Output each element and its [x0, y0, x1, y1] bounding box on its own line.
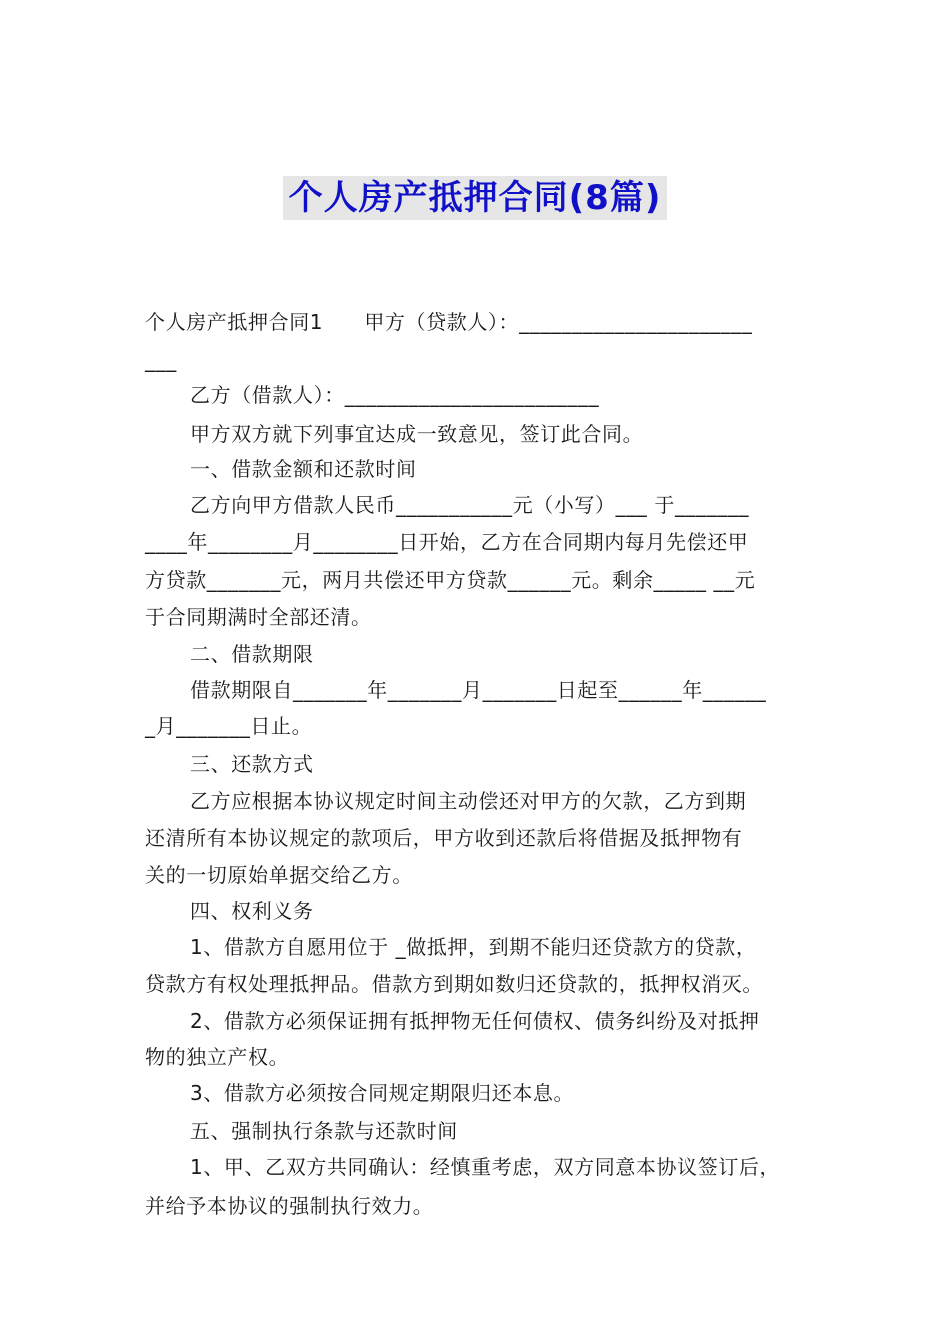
section-heading: 三、还款方式: [190, 752, 314, 776]
text-line: 物的独立产权。: [145, 1045, 290, 1069]
document-title: 个人房产抵押合同(8篇): [283, 176, 668, 220]
text-line: 贷款方有权处理抵押品。借款方到期如数归还贷款的，抵押权消灭。: [145, 972, 763, 996]
document-title-wrap: [0, 176, 950, 220]
text-line: ___: [145, 348, 177, 372]
section-heading: 二、借款期限: [190, 642, 314, 666]
text-line: 借款期限自_______年_______月_______日起至______年______: [190, 678, 767, 702]
text-line: 还清所有本协议规定的款项后，甲方收到还款后将借据及抵押物有: [145, 826, 743, 850]
text-line: 乙方向甲方借款人民币___________元（小写）___ 于_______: [190, 493, 750, 517]
text-line: 3、借款方必须按合同规定期限归还本息。: [190, 1081, 575, 1105]
text-line: 2、借款方必须保证拥有抵押物无任何债权、债务纠纷及对抵押: [190, 1009, 760, 1033]
text-line: 方贷款_______元，两月共偿还甲方贷款______元。剩余_____ __元: [145, 568, 756, 592]
text-line: 并给予本协议的强制执行效力。: [145, 1194, 434, 1218]
text-line: ____年________月________日开始，乙方在合同期内每月先偿还甲: [145, 530, 749, 554]
text-line: _月_______日止。: [145, 714, 313, 738]
contract-heading-line: 个人房产抵押合同1 甲方（贷款人）：______________________: [145, 310, 753, 334]
text-line: 关的一切原始单据交给乙方。: [145, 863, 413, 887]
section-heading: 一、借款金额和还款时间: [190, 457, 417, 481]
text-line: 1、甲、乙双方共同确认：经慎重考虑，双方同意本协议签订后，: [190, 1155, 781, 1179]
text-line: 1、借款方自愿用位于 _做抵押，到期不能归还贷款方的贷款，: [190, 935, 757, 959]
section-heading: 五、强制执行条款与还款时间: [190, 1119, 458, 1143]
text-line: 乙方（借款人）：________________________: [190, 383, 600, 407]
text-line: 乙方应根据本协议规定时间主动偿还对甲方的欠款，乙方到期: [190, 789, 747, 813]
text-line: 于合同期满时全部还清。: [145, 605, 372, 629]
text-line: 甲方双方就下列事宜达成一致意见，签订此合同。: [190, 422, 644, 446]
section-heading: 四、权利义务: [190, 899, 314, 923]
